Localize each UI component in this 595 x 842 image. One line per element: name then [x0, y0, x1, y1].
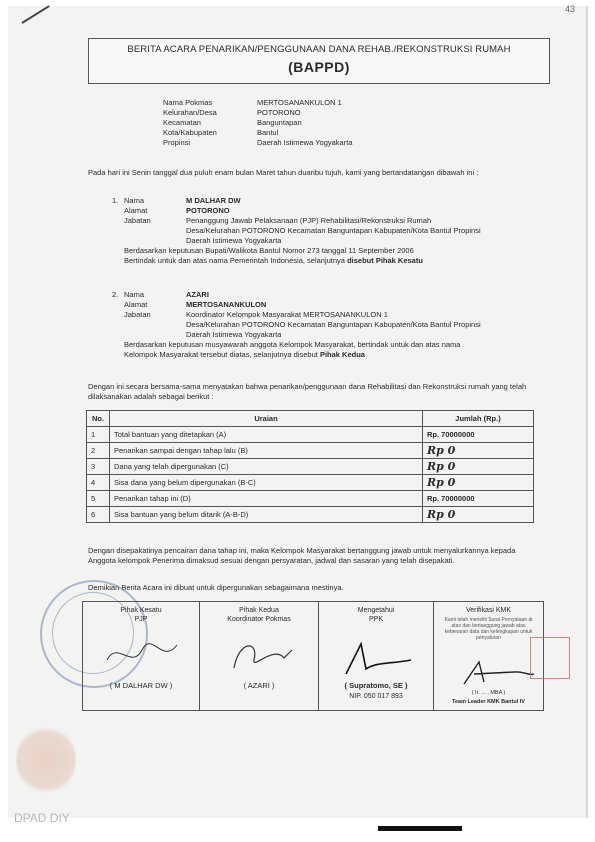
party2-alamat: MERTOSANANKULON [186, 300, 267, 309]
table-row [87, 427, 534, 443]
sig-p4-title: Verifikasi KMK [465, 607, 512, 614]
sig-p3-nip: NIP. 050 017 893 [349, 693, 403, 700]
sig-p2-title: Pihak Kedua [239, 607, 279, 614]
signature-kmk [434, 602, 543, 710]
party2-nama-label: Nama [124, 290, 145, 299]
sig-p4-text: Kami telah meneliti Surat Pernyataan di atas dan bertanggung jawab atas kebenaran data dan kelengkapan untuk penyaluran [444, 617, 533, 641]
table-row [87, 443, 534, 459]
party2-num: 2. [112, 290, 119, 299]
signature-scribble-4 [444, 654, 544, 694]
party1-basis-row [112, 246, 532, 256]
title-line1: BERITA ACARA PENARIKAN/PENGGUNAAN DANA REHAB./REKONSTRUKSI RUMAH [127, 44, 511, 55]
party1-jabatan-3: Daerah Istimewa Yogyakarta [186, 236, 282, 245]
info-value: Bantul [257, 128, 279, 137]
info-value: POTORONO [257, 108, 301, 117]
sig-p1-sub: PJP [134, 616, 148, 623]
row-desc: Dana yang telah dipergunakan (C) [110, 459, 423, 475]
sig-p3-name: ( Supratomo, SE ) [344, 681, 408, 690]
party2-jabatan-label: Jabatan [124, 310, 151, 319]
sig-p4-name: ( Ir. ... , MBA ) [471, 690, 506, 696]
party2-jabatan-row [112, 310, 532, 320]
party2-basis-2: Kelompok Masyarakat tersebut diatas, selanjutnya disebut [124, 350, 318, 359]
row-amount: Rp 0 [423, 475, 534, 491]
info-label: Propinsi [163, 138, 191, 147]
party2-jabatan-1: Koordinator Kelompok Masyarakat MERTOSANANKULON 1 [186, 310, 388, 319]
party1-jabatan-row3 [112, 236, 532, 246]
row-desc: Total bantuan yang ditetapkan (A) [110, 427, 423, 443]
party2-alamat-row [112, 300, 532, 310]
sig-p3-title: Mengetahui [357, 607, 395, 614]
row-no: 3 [87, 459, 110, 475]
row-desc: Penarikan sampai dengan tahap lalu (B) [110, 443, 423, 459]
row-amount: Rp 0 [423, 507, 534, 523]
col-header-uraian: Uraian [110, 411, 423, 427]
kmk-red-stamp [530, 637, 570, 679]
party1-jabatan-row2 [112, 226, 532, 236]
info-value: MERTOSANANKULON 1 [257, 98, 342, 107]
watermark: DPAD DIY [14, 811, 70, 825]
party2-jabatan-3: Daerah Istimewa Yogyakarta [186, 330, 282, 339]
page-number: 43 [564, 4, 575, 14]
signature-table [82, 601, 544, 711]
signature-ppk [319, 602, 434, 710]
info-value: Banguntapan [257, 118, 302, 127]
pokmas-info [163, 98, 352, 148]
closing-paragraph-2: Demikian Berita Acara ini dibuat untuk dipergunakan sebagaimana mestinya. [88, 583, 344, 592]
signature-party2 [200, 602, 319, 710]
party2-jabatan-2: Desa/Kelurahan POTORONO Kecamatan Banguntapan Kabupaten/Kota Bantul Propinsi [186, 320, 481, 329]
info-label: Kota/Kabupaten [163, 128, 217, 137]
party1-jabatan-label: Jabatan [124, 216, 151, 225]
row-amount: Rp. 70000000 [423, 491, 534, 507]
row-amount: Rp 0 [423, 443, 534, 459]
party2-nama-row [112, 290, 532, 300]
info-row [163, 98, 352, 108]
sig-p3-sub: PPK [368, 616, 383, 623]
row-no: 4 [87, 475, 110, 491]
row-no: 2 [87, 443, 110, 459]
closing-paragraph-1: Dengan disepakatinya pencairan dana tahap ini, maka Kelompok Masyarakat bertanggung jawab untuk menyalurkannya kepada Anggota kelompok Penerima dimaksud sesuai dengan persyaratan, jadwal dan sasaran yang telah disepakati. [88, 546, 516, 565]
table-row [87, 475, 534, 491]
title-box [88, 38, 550, 84]
col-header-no: No. [87, 411, 110, 427]
info-label: Nama Pokmas [163, 98, 213, 107]
table-row [87, 491, 534, 507]
title-line2: (BAPPD) [288, 59, 350, 75]
info-row [163, 138, 352, 148]
party1-jabatan-2: Desa/Kelurahan POTORONO Kecamatan Banguntapan Kabupaten/Kota Bantul Propinsi [186, 226, 481, 235]
party2-jabatan-row3 [112, 330, 532, 340]
party1-alamat: POTORONO [186, 206, 230, 215]
party2-nama: AZARI [186, 290, 209, 299]
party2-basis-bold: Pihak Kedua [319, 350, 365, 359]
intro-paragraph: Pada hari ini Senin tanggal dua puluh enam bulan Maret tahun duaribu tujuh, kami yang bertandatangan dibawah ini : [88, 168, 479, 177]
party1-jabatan-1: Penanggung Jawab Pelaksanaan (PJP) Rehabilitasi/Rekonstruksi Rumah [186, 216, 432, 225]
party2-jabatan-row2 [112, 320, 532, 330]
signature-scribble-1 [87, 630, 197, 680]
party1-acting-bold: disebut Pihak Kesatu [347, 256, 423, 265]
party2-basis-row [112, 340, 532, 350]
party1-alamat-row [112, 206, 532, 216]
signature-scribble-3 [321, 634, 431, 684]
row-amount: Rp. 70000000 [423, 427, 534, 443]
party2-block [112, 290, 532, 360]
sig-p1-title: Pihak Kesatu [120, 607, 162, 614]
party2-basis-1: Berdasarkan keputusan musyawarah anggota Kelompok Masyarakat, bertindak untuk dan atas nama [124, 340, 461, 349]
row-no: 6 [87, 507, 110, 523]
sig-p4-role: Team Leader KMK Bantul IV [452, 699, 525, 705]
table-row [87, 459, 534, 475]
party1-jabatan-row [112, 216, 532, 226]
info-label: Kecamatan [163, 118, 201, 127]
info-row [163, 118, 352, 128]
dpad-emblem-icon [16, 725, 76, 795]
sig-p2-name: ( AZARI ) [243, 681, 275, 690]
party1-alamat-label: Alamat [124, 206, 148, 215]
statement-paragraph: Dengan ini secara bersama-sama menyatakan bahwa penarikan/penggunaan dana Rehabilitasi dan Rekonstruksi rumah yang telah dilaksanakan adalah sebagai berikut : [88, 382, 527, 401]
party1-block [112, 196, 532, 266]
table-header-row [87, 411, 534, 427]
party1-basis: Berdasarkan keputusan Bupati/Walikota Bantul Nomor 273 tanggal 11 September 2006 [124, 246, 414, 255]
row-no: 1 [87, 427, 110, 443]
info-row [163, 108, 352, 118]
party1-num: 1. [112, 196, 119, 205]
party1-nama-label: Nama [124, 196, 145, 205]
bottom-bar [378, 826, 462, 831]
party1-acting: Bertindak untuk dan atas nama Pemerintah Indonesia, selanjutnya [124, 256, 345, 265]
row-desc: Sisa bantuan yang belum ditarik (A-B-D) [110, 507, 423, 523]
party1-nama-row [112, 196, 532, 206]
party2-alamat-label: Alamat [124, 300, 148, 309]
info-label: Kelurahan/Desa [163, 108, 217, 117]
row-desc: Sisa dana yang belum dipergunakan (B-C) [110, 475, 423, 491]
row-amount: Rp 0 [423, 459, 534, 475]
row-no: 5 [87, 491, 110, 507]
info-row [163, 128, 352, 138]
party1-acting-row [112, 256, 532, 266]
party2-basis-row2 [112, 350, 532, 360]
sig-p1-name: ( M DALHAR DW ) [109, 681, 173, 690]
funds-table [86, 410, 534, 523]
col-header-jumlah: Jumlah (Rp.) [423, 411, 534, 427]
table-row [87, 507, 534, 523]
sig-p2-sub: Koordinator Pokmas [227, 616, 291, 623]
party1-nama: M DALHAR DW [186, 196, 241, 205]
signature-party1 [83, 602, 200, 710]
signature-scribble-2 [204, 630, 314, 680]
info-value: Daerah Istimewa Yogyakarta [257, 138, 353, 147]
row-desc: Penarikan tahap ini (D) [110, 491, 423, 507]
